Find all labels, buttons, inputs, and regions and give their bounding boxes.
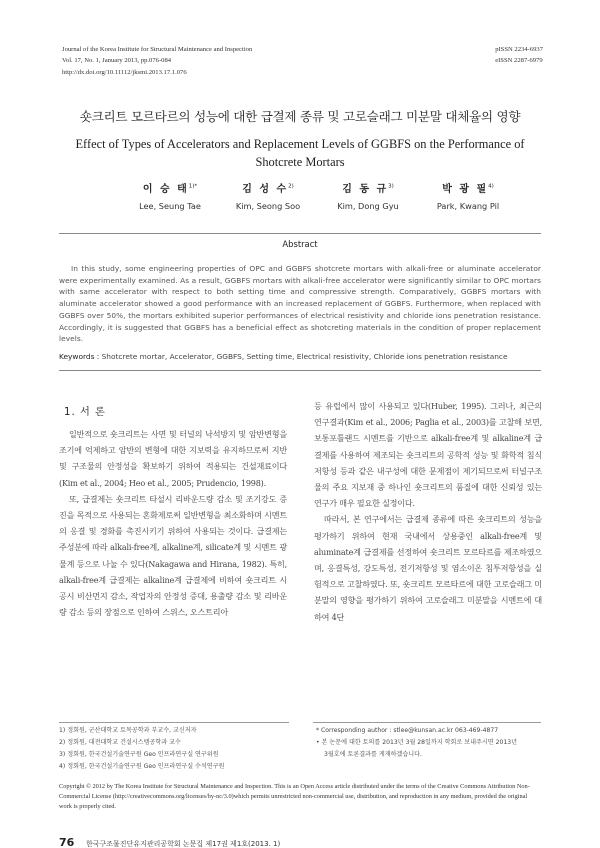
author-name-en: Lee, Seung Tae [139,201,201,211]
abstract-heading: Abstract [282,239,318,249]
author-affil-mark: 1)* [188,183,198,190]
body-paragraph: 따라서, 본 연구에서는 급결제 종류에 따른 숏크리트의 성능을 평가하기 위하여 현재 국내에서 상용중인 alkali-free계 및 aluminate계 급결제를 선정하여 숏크리트 모르타르를 제조하였으며, 응결특성, 강도특성, 전기저항성 및 염소이온 침투저항성을 실험적으로 고찰하였다. 또, 숏크리트 모르타르에 대한 고로슬래그 미분말의 영향을 평가하기 위하여 고로슬래그 미분말을 시멘트에 대하여 4단 [314,514,542,622]
issn-block [495,44,543,67]
footnote: 4) 정회원, 한국건설기술연구원 Geo 인프라연구실 수석연구원 [59,763,225,770]
footnote: 3월호에 토론결과를 게재하겠습니다. [324,751,422,758]
author-name-en: Kim, Seong Soo [235,201,301,211]
author-affil-mark: 2) [288,183,294,190]
title-korean: 숏크리트 모르타르의 성능에 대한 급결제 종류 및 고로슬래그 미분말 대체율의 영향 [79,109,521,124]
journal-header [62,44,252,78]
journal-name: Journal of the Korea Institute for Structural Maintenance and Inspection [62,46,253,53]
footnote-divider [59,722,289,723]
affiliation-footnotes [59,725,289,773]
author-name-ko: 박 광 필 [442,184,489,195]
doi-link[interactable]: http://dx.doi.org/10.11112/jksmi.2013.17.1.076 [62,68,187,76]
body-column-right [314,398,542,625]
author-3 [313,180,423,211]
keywords [59,352,541,361]
footnote-divider [313,722,541,723]
abstract-text: In this study, some engineering properties of OPC and GGBFS shotcrete mortars with alkali-free or aluminate accelerator were experimentally examined. As a result, GGBFS mortars with alkali-free accelerator were significantly similar to OPC mortars with same accelerator with respect to both setting time and compressive strength. Comparatively, GGBFS mortars with aluminate accelerator showed a good performance with an increased replacement of GGBFS. Furthermore, when replaced with GGBFS over 50%, the mortars exhibited superior performances of electrical resistivity and chloride ions penetration resistance. Accordingly, it is suggested that GGBFS has a beneficial effect as shotcreting materials in the condition of proper replacement levels. [59,264,541,344]
author-4 [413,180,523,211]
body-paragraph: 등 유럽에서 많이 사용되고 있다(Huber, 1995). 그러나, 최근의 연구결과(Kim et al., 2006; Paglia et al., 2003)를 고찰해 보면, 보통포틀랜드 시멘트를 기반으로 alkali-free계 및 alkaline계 급결제를 사용하여 제조되는 숏크리트의 공학적 성능 및 화학적 침식 저항성 등과 같은 내구성에 대한 문제점이 제기되므로써 터널구조물의 주요 지보재 중 하나인 숏크리트의 품질에 대한 신뢰성 있는 연구가 매우 필요한 실정이다. [314,401,542,509]
keywords-text: Shotcrete mortar, Accelerator, GGBFS, Setting time, Electrical resistivity, Chloride ions penetration resistance [101,352,508,361]
body-paragraph: 또, 급결제는 숏크리트 타설시 리바운드량 감소 및 조기강도 증진을 목적으로 사용되는 혼화제로써 일반변형을 최소화하며 시멘트의 응결 및 경화를 촉진시키기 위하여 사용되는 것이다. 급결제는 주성분에 따라 alkali-free계, alkaline계, silicate계 및 시멘트 광물계 등으로 나눌 수 있다(Nakagawa and Hirana, 1982). 특히, alkali-free계 급결제는 alkaline계 급결제에 비하여 숏크리트 시공시 비산먼지 감소, 작업자의 안정성 증대, 용출량 감소 및 리바운량 감소 등의 장점으로 인하여 스위스, 오스트리아 [59,493,287,618]
author-name-en: Park, Kwang Pil [436,201,500,211]
divider [59,370,541,371]
author-affil-mark: 3) [388,183,394,190]
divider [59,233,541,234]
title-english: Effect of Types of Accelerators and Replacement Levels of GGBFS on the Performance of Shotcrete Mortars [75,137,525,169]
footnote: 3) 정회원, 한국건설기술연구원 Geo 인프라연구실 연구위원 [59,751,219,758]
footer-journal: 한국구조물진단유지관리공학회 논문집 제17권 제1호(2013. 1) [86,840,281,848]
author-list [115,180,500,220]
correspondence-footnotes [316,725,542,761]
author-name-ko: 이 승 태 [142,184,189,195]
eissn: eISSN 2287-6979 [495,57,543,65]
copyright-notice: Copyright © 2012 by The Korea Institute for Structural Maintenance and Inspection. This is an Open Access article distributed under the terms of the Creative Commons Attribution Non-Commercial License (http://creativecommons.org/licenses/by-nc/3.0)which permits unrestricted non-commercial use, distribution, and reproduction in any medium, provided the original work is properly cited. [59,783,530,811]
keywords-label: Keywords : [59,352,102,361]
journal-volume: Vol. 17, No. 1, January 2013, pp.076-084 [62,57,172,65]
page-number: 76 [59,836,75,848]
author-2 [213,180,323,211]
footnote: 2) 정회원, 대전대학교 건설시스템공학과 교수 [59,739,181,746]
author-1 [115,180,225,211]
body-paragraph: 일반적으로 숏크리트는 사면 및 터널의 낙석방지 및 암반변형을 조기에 억제하고 암반의 변형에 대한 지보력을 유지하므로써 지반 및 구조물의 안정성을 확보하기 위하여 적용되는 건설재료이다(Kim et al., 2004; Heo et al., 2005; Prudencio, 1998). [59,429,287,488]
corresponding-author: * Corresponding author : stlee@kunsan.ac.kr 063-469-4877 [316,727,499,734]
pissn: pISSN 2234-6937 [495,46,543,53]
author-name-en: Kim, Dong Gyu [337,201,399,211]
author-name-ko: 김 동 규 [342,184,389,195]
author-name-ko: 김 성 수 [242,184,289,195]
footnote: 1) 정회원, 군산대학교 토목공학과 부교수, 교신저자 [59,727,197,734]
author-affil-mark: 4) [488,183,494,190]
body-column-left [59,426,287,620]
footnote: • 본 논문에 대한 토의를 2013년 3월 28일까지 학회로 보내주시면 2013년 [316,739,518,746]
section-heading: 1. 서 론 [64,407,106,418]
